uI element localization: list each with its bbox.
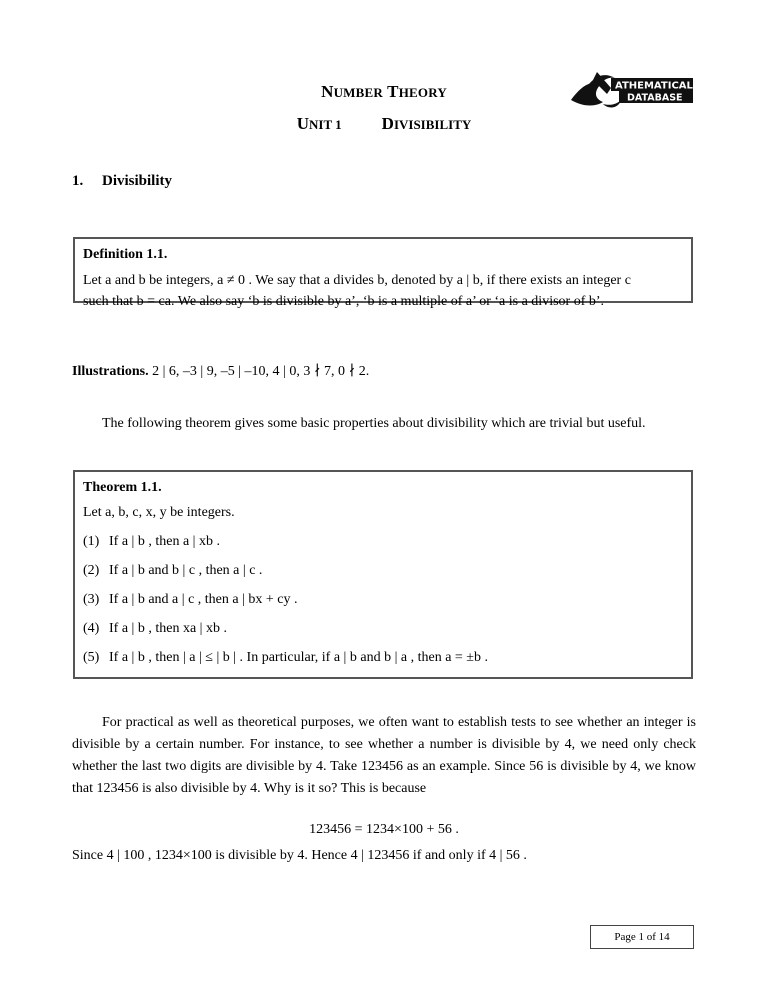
definition-box <box>73 237 693 309</box>
page-title: NUMBER THEORY <box>321 82 447 101</box>
theorem-item: (5) If a | b , then | a | ≤ | b | . In particular, if a | b and b | a , then a = ±b . <box>83 650 488 665</box>
section-heading: 1. Divisibility <box>72 173 173 189</box>
definition-line-1: Let a and b be integers, a ≠ 0 . We say that a divides b, denoted by a | b, if there exists an integer c <box>83 273 631 288</box>
theorem-item: (4) If a | b , then xa | xb . <box>83 621 227 636</box>
theorem-intro: Let a, b, c, x, y be integers. <box>83 505 235 520</box>
equation: 123456 = 1234×100 + 56 . <box>309 822 459 837</box>
theorem-item: (2) If a | b and b | c , then a | c . <box>83 563 263 578</box>
page-number-footer: Page 1 of 14 <box>590 925 694 949</box>
theorem-box <box>73 470 693 679</box>
logo-text-1: ATHEMATICAL <box>615 80 693 92</box>
theorem-item: (1) If a | b , then a | xb . <box>83 534 220 549</box>
mathematical-database-logo <box>567 64 697 116</box>
theorem-heading: Theorem 1.1. <box>83 480 162 495</box>
unit-subtitle: UNIT 1 DIVISIBILITY <box>296 114 472 133</box>
conclusion-line: Since 4 | 100 , 1234×100 is divisible by 4. Hence 4 | 123456 if and only if 4 | 56 . <box>72 848 527 863</box>
illustrations: Illustrations. 2 | 6, –3 | 9, –5 | –10, 4 | 0, 3 ∤ 7, 0 ∤ 2. <box>72 364 370 379</box>
definition-heading: Definition 1.1. <box>83 247 168 262</box>
definition-line-2: such that b = ca. We also say ‘b is divisible by a’, ‘b is a multiple of a’ or ‘a is a divisor of b’. <box>83 294 605 309</box>
paragraph-divisibility-tests: For practical as well as theoretical purposes, we often want to establish tests to see whether an integer is divisible by a certain number. For instance, to see whether a number is divisible by 4, we need only check whether the last two digits are divisible by 4. Take 123456 as an example. Since 56 is divisible by 4, we know that 123456 is also divisible by 4. Why is it so? This is because <box>72 715 696 796</box>
paragraph-theorem-intro: The following theorem gives some basic properties about divisibility which are trivial but useful. <box>102 416 646 431</box>
theorem-item: (3) If a | b and a | c , then a | bx + cy . <box>83 592 298 607</box>
logo-text-2: DATABASE <box>627 92 683 104</box>
